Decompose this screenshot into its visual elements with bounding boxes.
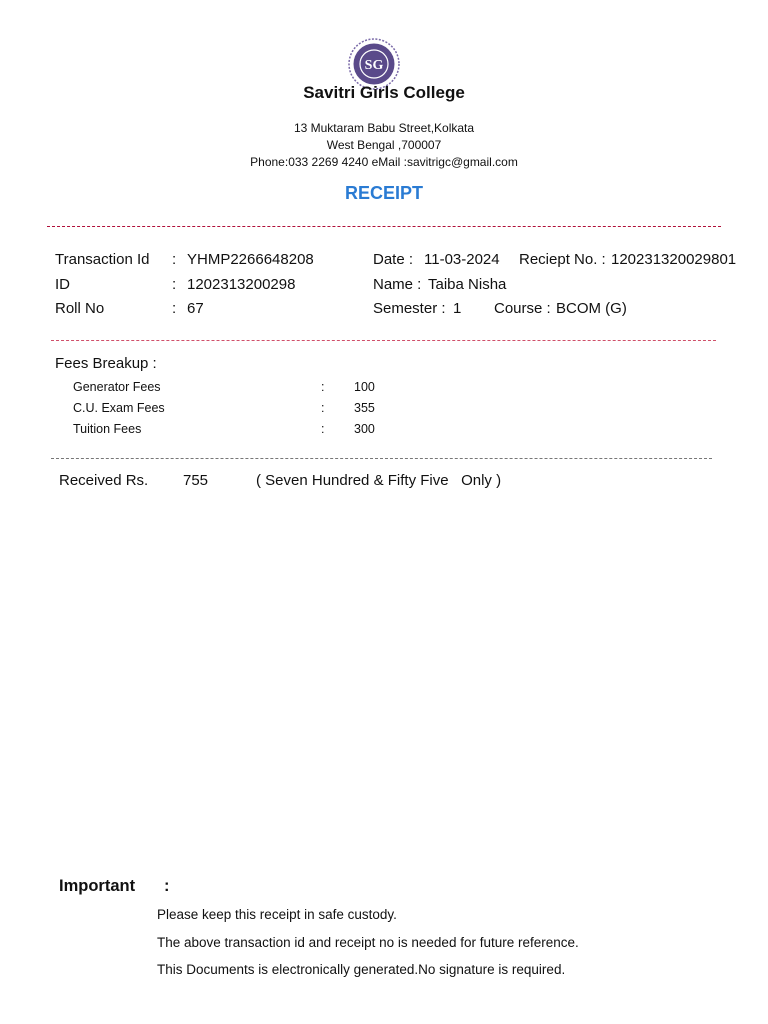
fee-colon: :	[321, 401, 325, 415]
fee-amount: 100	[354, 380, 375, 394]
receipt-no-label: Reciept No. :	[519, 251, 606, 268]
received-amount: 755	[183, 472, 209, 489]
name-value: Taiba Nisha	[428, 276, 507, 293]
transaction-id-colon: :	[172, 251, 177, 268]
fee-colon: :	[321, 422, 325, 436]
receipt-no-value: 120231320029801	[611, 251, 737, 268]
college-name: Savitri Girls College	[303, 83, 465, 102]
course-value: BCOM (G)	[556, 300, 627, 317]
transaction-id-value: YHMP2266648208	[187, 251, 314, 268]
id-label: ID	[55, 276, 70, 293]
roll-no-value: 67	[187, 300, 204, 317]
id-colon: :	[172, 276, 177, 293]
divider-top	[47, 226, 721, 227]
semester-label: Semester :	[373, 300, 446, 317]
important-note: This Documents is electronically generated.No signature is required.	[157, 962, 566, 977]
received-amount-in-words: ( Seven Hundred & Fifty Five Only )	[256, 472, 502, 489]
received-label: Received Rs.	[59, 472, 149, 489]
receipt-title: RECEIPT	[344, 183, 423, 203]
fee-label: Tuition Fees	[73, 422, 142, 436]
fees-breakup-heading: Fees Breakup :	[55, 355, 157, 372]
fee-label: C.U. Exam Fees	[73, 401, 165, 415]
roll-no-label: Roll No	[55, 300, 105, 317]
contact-line: Phone:033 2269 4240 eMail :savitrigc@gmail.com	[250, 155, 518, 169]
semester-value: 1	[453, 300, 462, 317]
divider-middle	[51, 340, 716, 341]
important-note: Please keep this receipt in safe custody.	[157, 907, 397, 922]
id-value: 1202313200298	[187, 276, 296, 293]
address-line-2: West Bengal ,700007	[326, 138, 442, 152]
divider-bottom	[51, 458, 712, 459]
name-label: Name :	[373, 276, 422, 293]
important-colon: :	[164, 877, 170, 895]
date-value: 11-03-2024	[424, 251, 500, 268]
fee-colon: :	[321, 380, 325, 394]
fee-label: Generator Fees	[73, 380, 161, 394]
roll-no-colon: :	[172, 300, 177, 317]
course-label: Course :	[494, 300, 551, 317]
fee-amount: 300	[354, 422, 375, 436]
important-note: The above transaction id and receipt no is needed for future reference.	[157, 935, 579, 950]
logo-text: SG	[364, 58, 384, 73]
address-line-1: 13 Muktaram Babu Street,Kolkata	[293, 121, 475, 135]
important-heading: Important	[59, 877, 136, 895]
fee-amount: 355	[354, 401, 375, 415]
transaction-id-label: Transaction Id	[55, 251, 150, 268]
date-label: Date :	[373, 251, 414, 268]
